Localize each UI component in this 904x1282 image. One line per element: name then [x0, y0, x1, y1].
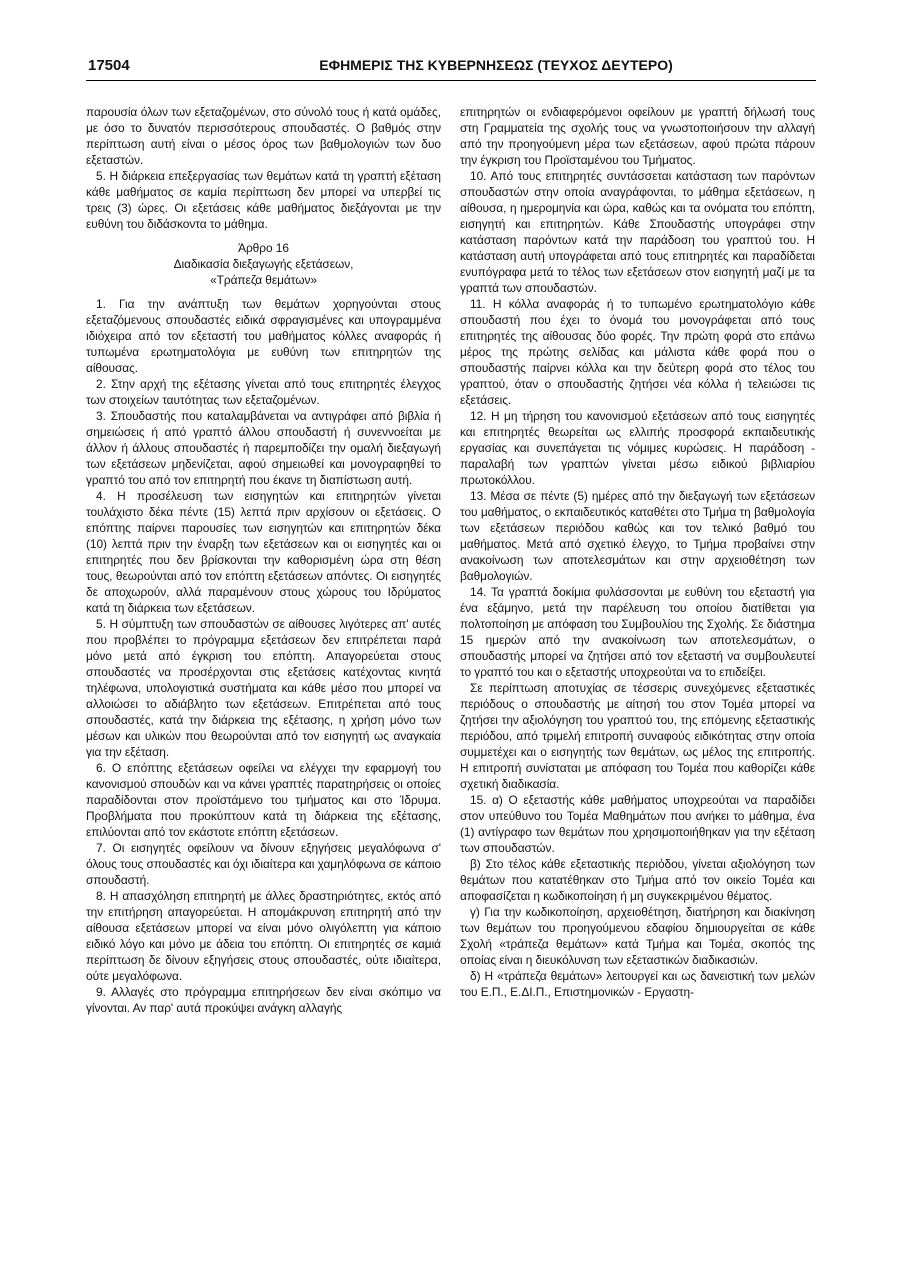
page-number: 17504 [88, 57, 130, 74]
paragraph: 14. Τα γραπτά δοκίμια φυλάσσονται με ευθύνη του εξεταστή για ένα εξάμηνο, μετά την παρέλευση του οποίου διατίθεται για πολτοποίηση με απόφαση του Συμβουλίου της Σχολής. Σε διάστημα 15 ημερών από την ανακοίνωση των αποτελεσμάτων, ο σπουδαστής μπορεί να ζητήσει από τον εξεταστή να συμβουλευτεί το γραπτό του και ο εξεταστής υποχρεούται να το επιδείξει. [460, 585, 815, 679]
paragraph: 5. Η διάρκεια επεξεργασίας των θεμάτων κατά τη γραπτή εξέταση κάθε μαθήματος σε καμία περίπτωση δεν μπορεί να υπερβεί τις τρεις (3) ώρες. Οι εξετάσεις κάθε μαθήματος διεξάγονται με την ευθύνη του διδάσκοντα το μάθημα. [86, 169, 441, 231]
paragraph: δ) Η «τράπεζα θεμάτων» λειτουργεί και ως δανειστική των μελών του Ε.Π., Ε.ΔΙ.Π., Επιστημονικών - Εργαστη- [460, 969, 815, 999]
paragraph: 9. Αλλαγές στο πρόγραμμα επιτηρήσεων δεν είναι σκόπιμο να γίνονται. Αν παρ' αυτά προκύψει ανάγκη αλλαγής [86, 985, 441, 1015]
article-number: Άρθρο 16 [238, 241, 289, 255]
header-rule [86, 80, 816, 81]
page-header [86, 57, 816, 81]
paragraph: γ) Για την κωδικοποίηση, αρχειοθέτηση, διατήρηση και διακίνηση των θεμάτων του προηγούμενου εδαφίου δημιουργείται σε κάθε Σχολή «τράπεζα θεμάτων» κατά Τμήμα και Τομέα, σκοπός της οποίας είναι η διευκόλυνση των εξεταστικών διαδικασιών. [460, 905, 815, 967]
paragraph: 8. Η απασχόληση επιτηρητή με άλλες δραστηριότητες, εκτός από την επιτήρηση απαγορεύεται. Η απομάκρυνση επιτηρητή από την αίθουσα εξετάσεων μπορεί να είναι μόνο ολιγόλεπτη για κάποιο ειδικό λόγο και μόνο με άδεια του επόπτη. Οι επιτηρητές σε καμιά περίπτωση δε δίνουν εξηγήσεις στους σπουδαστές, ούτε ιδιαίτερα, ούτε μεγαλόφωνα. [86, 889, 441, 983]
paragraph: 10. Από τους επιτηρητές συντάσσεται κατάσταση των παρόντων σπουδαστών στην οποία αναγράφονται, το μάθημα εξετάσεων, η αίθουσα, η ημερομηνία και ώρα, καθώς και τα ονόματα του επόπτη, εισηγητή και επιτηρητών. Κάθε Σπουδαστής υπογράφει στην κατάσταση παρόντων κατά την παράδοση του γραπτού του. Η κατάσταση αυτή υπογράφεται από τους επιτηρητές και παραδίδεται ενυπόγραφα μετά το τέλος των εξετάσεων στον εισηγητή μαζί με τα γραπτά των σπουδαστών. [460, 169, 815, 295]
paragraph: 7. Οι εισηγητές οφείλουν να δίνουν εξηγήσεις μεγαλόφωνα σ' όλους τους σπουδαστές και όχι ιδιαίτερα και χαμηλόφωνα σε κάποιο σπουδαστή. [86, 841, 441, 887]
left-column [86, 104, 441, 1016]
paragraph: β) Στο τέλος κάθε εξεταστικής περιόδου, γίνεται αξιολόγηση των θεμάτων που κατατέθηκαν στο Τμήμα από τον οικείο Τομέα και αποφασίζεται η κωδικοποίηση ή μη συγκεκριμένου θέματος. [460, 857, 815, 903]
paragraph: επιτηρητών οι ενδιαφερόμενοι οφείλουν με γραπτή δήλωσή τους στη Γραμματεία της σχολής τους να γνωστοποιήσουν την αλλαγή από την προηγούμενη μέρα των εξετάσεων, αφού πρώτα πάρουν την έγκριση του Προϊσταμένου του Τμήματος. [460, 105, 815, 167]
gazette-title: ΕΦΗΜΕΡΙΣ ΤΗΣ ΚΥΒΕΡΝΗΣΕΩΣ (ΤΕΥΧΟΣ ΔΕΥΤΕΡΟ) [319, 57, 673, 73]
paragraph: 15. α) Ο εξεταστής κάθε μαθήματος υποχρεούται να παραδίδει στον υπεύθυνο του Τομέα Μαθημάτων που ανήκει το μάθημα, ένα (1) αντίγραφο των θεμάτων που χρησιμοποιήθηκαν για την εξέταση των σπουδαστών. [460, 793, 815, 855]
paragraph: Σε περίπτωση αποτυχίας σε τέσσερις συνεχόμενες εξεταστικές περιόδους ο σπουδαστής με αίτησή του στον Τομέα μπορεί να ζητήσει την αξιολόγηση του γραπτού του, της επόμενης εξεταστικής περιόδου, από τριμελή επιτροπή συναφούς ειδικότητας στην οποία συμμετέχει και ο εισηγητής των θεμάτων, ως μέλος της επιτροπής. Η επιτροπή συνίσταται με απόφαση του Τομέα που καθορίζει κάθε σχετική διαδικασία. [460, 681, 815, 791]
paragraph: 1. Για την ανάπτυξη των θεμάτων χορηγούνται στους εξεταζόμενους σπουδαστές ειδικά σφραγισμένες και υπογραμμένα ιδιόχειρα από τον εξεταστή του μαθήματος κόλλες αναφοράς ή τυπωμένα ερωτηματολόγια με ευθύνη των επιτηρητών της αίθουσας. [86, 297, 441, 375]
article-title-line: Διαδικασία διεξαγωγής εξετάσεων, [173, 257, 354, 271]
paragraph: 13. Μέσα σε πέντε (5) ημέρες από την διεξαγωγή των εξετάσεων του μαθήματος, ο εκπαιδευτικός καταθέτει στο Τμήμα τη βαθμολογία των εξετάσεων περιόδου καθώς και τον τελικό βαθμό του μαθήματος. Μετά από σχετικό έλεγχο, το Τμήμα προβαίνει στην ανακοίνωση των αποτελεσμάτων και στην αρχειοθέτηση των βαθμολογιών. [460, 489, 815, 583]
paragraph: 5. Η σύμπτυξη των σπουδαστών σε αίθουσες λιγότερες απ' αυτές που προβλέπει το πρόγραμμα εξετάσεων δεν επιτρέπεται παρά μόνο μετά από έγκριση του επόπτη. Απαγορεύεται στους σπουδαστές να προσέρχονται στις εξετάσεις κατέχοντας κινητά τηλέφωνα, υπολογιστικά συστήματα και κάθε μέσο που μπορεί να αλλοιώσει το αδιάβλητο των εξετάσεων. Επιτρέπεται από τους σπουδαστές, κατά την διάρκεια της εξέτασης, η χρήση μόνο των μέσων και υλικών που θεωρούνται από τον εισηγητή ως αναγκαία για την εξέταση. [86, 617, 441, 759]
paragraph: 4. Η προσέλευση των εισηγητών και επιτηρητών γίνεται τουλάχιστο δέκα πέντε (15) λεπτά πριν αρχίσουν οι εξετάσεις. Ο επόπτης παίρνει παρουσίες των εισηγητών και επιτηρητών δέκα (10) λεπτά πριν την έναρξη των εξετάσεων και οι εισηγητές και οι επιτηρητές που δεν βρίσκονται την καθορισμένη ώρα στη θέση τους, θεωρούνται από τον επόπτη εξετάσεων απόντες. Οι εισηγητές δε αποχωρούν, αλλά παραμένουν στους χώρους του Ιδρύματος κατά τη διάρκεια των εξετάσεων. [86, 489, 441, 615]
article-heading-block [86, 240, 441, 288]
paragraph: 12. Η μη τήρηση του κανονισμού εξετάσεων από τους εισηγητές και επιτηρητές θεωρείται ως ελλιπής προσφορά εκπαιδευτικής εργασίας και συνεπάγεται τις νόμιμες κυρώσεις. Η παράδοση - παραλαβή των γραπτών γίνεται μέσω ειδικού βιβλιαρίου πρωτοκόλλου. [460, 409, 815, 487]
article-title-line: «Τράπεζα θεμάτων» [210, 273, 317, 287]
paragraph: 11. Η κόλλα αναφοράς ή το τυπωμένο ερωτηματολόγιο κάθε σπουδαστή που έχει το όνομά του μονογράφεται από τους επιτηρητές της αίθουσας δύο φορές. Την πρώτη φορά στο επάνω μέρος της πρώτης σελίδας και μάλιστα κάθε φορά που ο σπουδαστής παίρνει κόλλα και την δεύτερη φορά στο τέλος του γραπτού, όταν ο σπουδαστής ζητήσει νέα κόλλα ή τελειώσει τις εξετάσεις. [460, 297, 815, 407]
right-column [460, 104, 815, 1000]
paragraph: 6. Ο επόπτης εξετάσεων οφείλει να ελέγχει την εφαρμογή του κανονισμού σπουδών και να κάνει γραπτές παρατηρήσεις οι οποίες παραδίδονται στον προϊστάμενο του τμήματος και στο Ίδρυμα. Προβλήματα που προκύπτουν κατά τη διάρκεια της εξέτασης, επιλύονται από τον εκάστοτε επόπτη εξετάσεων. [86, 761, 441, 839]
paragraph: 3. Σπουδαστής που καταλαμβάνεται να αντιγράφει από βιβλία ή σημειώσεις ή από γραπτό άλλου σπουδαστή ή συνεννοείται με άλλον ή άλλους σπουδαστές ή παρεμποδίζει την ομαλή διεξαγωγή των εξετάσεων μηδενίζεται, αφού σημειωθεί και μονογραφηθεί το γραπτό του από τον επιτηρητή που έκανε τη διαπίστωση αυτή. [86, 409, 441, 487]
paragraph: παρουσία όλων των εξεταζομένων, στο σύνολό τους ή κατά ομάδες, με όσο το δυνατόν περισσότερους σπουδαστές. Ο βαθμός στην περίπτωση αυτή είναι ο μέσος όρος των βαθμολογιών των δυο εξεταστών. [86, 105, 441, 167]
paragraph: 2. Στην αρχή της εξέτασης γίνεται από τους επιτηρητές έλεγχος των στοιχείων ταυτότητας των εξεταζομένων. [86, 377, 441, 407]
